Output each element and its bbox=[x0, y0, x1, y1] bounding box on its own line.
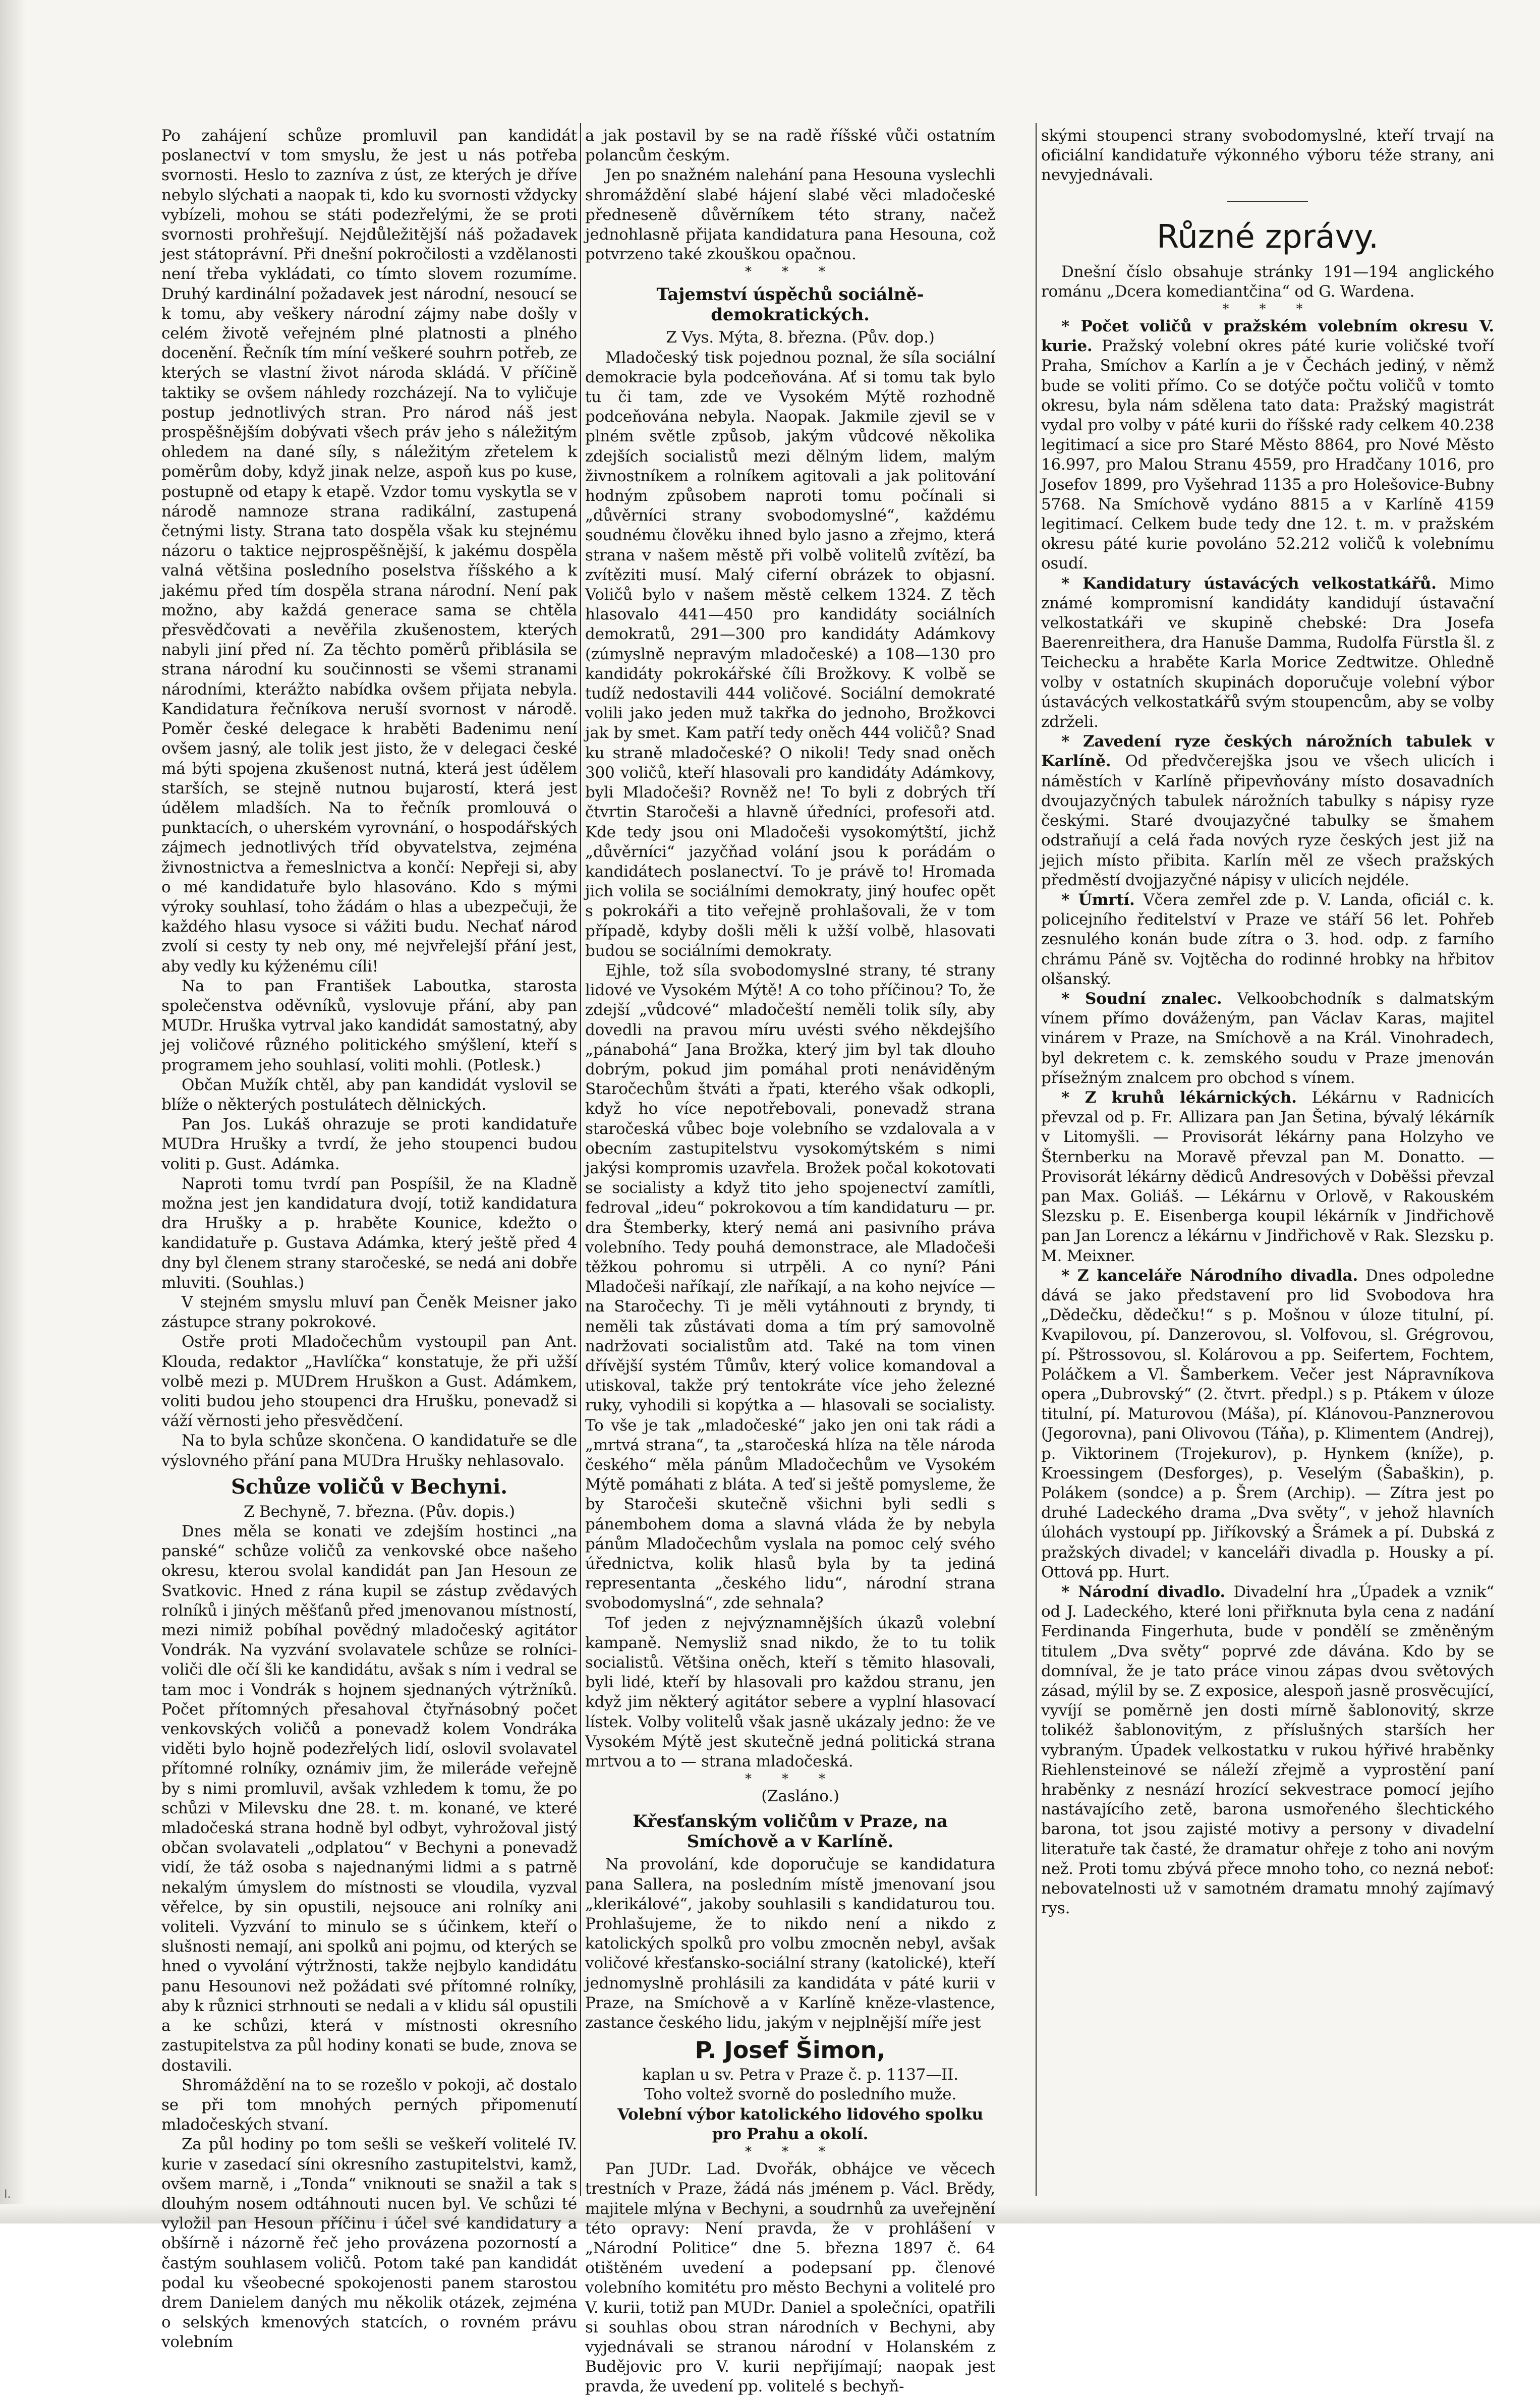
article-headline: Tajemství úspěchů sociálně-demokratických. bbox=[656, 284, 924, 325]
section-stars: *** bbox=[745, 1772, 855, 1787]
news-item-head: * Národní divadlo. bbox=[1061, 1583, 1225, 1602]
news-item-text: Mimo známé kompromisní kandidáty kandidují ústavační velkostatkáři ve skupině chebské: Dra Josefa Baerenreithera, dra Hanuše Damma, Rudolfa Fürstla šl. z Teichecku a hraběte Karla Morice Zedtwitze. Ohledně volby v ostatních skupinách doporučuje volební výbor ústavácých velkostatkářů svým stoupencům, aby se volby zdrželi. bbox=[1041, 574, 1495, 731]
news-item-head: * Soudní znalec. bbox=[1061, 989, 1222, 1008]
paragraph: Na to byla schůze skončena. O kandidatuře se dle výslovného přání pana MUDra Hrušky nehlasovalo. bbox=[161, 1432, 577, 1470]
column-rule-2 bbox=[1036, 123, 1037, 2196]
news-item bbox=[1041, 989, 1494, 1088]
news-item bbox=[1041, 732, 1494, 890]
news-item bbox=[1041, 890, 1494, 989]
candidate-name: P. Josef Šimon, bbox=[695, 2036, 886, 2064]
section-stars: *** bbox=[745, 2144, 855, 2160]
news-item-text: Velkoobchodník s dalmatským vínem přímo dováženým, pan Václav Karas, majitel vinárem v Praze, na Smíchově a na Král. Vinohradech, byl dekretem c. k. zemského soudu v Praze jmenován přísežným znalcem pro obchod s vínem. bbox=[1041, 989, 1495, 1087]
news-item-head: * Kandidatury ústavácých velkostatkářů. bbox=[1061, 574, 1437, 593]
dateline: Z Bechyně, 7. března. (Pův. dopis.) bbox=[244, 1502, 515, 1521]
candidate-detail: kaplan u sv. Petra v Praze č. p. 1137—II. bbox=[642, 2066, 958, 2084]
paragraph: Po zahájení schůze promluvil pan kandidát poslanectví v tom smyslu, že jest u nás potřeba svornosti. Heslo to zazníva z úst, ze kterých je dříve nebylo slýchati a naopak ti, kdo ku svornosti vždycky vybízeli, mohou se státi podezřelými, že se proti svornosti prohřešují. Nejdůležitější náš požadavek jest státoprávní. Při dnešní pokročilosti a vzdělanosti není třeba vykládati, co tímto slovem rozumíme. Druhý kardinální požadavek jest národní, nesoucí se k tomu, aby veškery národní zájmy nabe došly v celém životě veřejném plné platnosti a plného docenění. Řečník tím míní veškeré souhrn potřeb, ze kterých se vlastní život národa skládá. V příčině taktiky se ovšem náhledy rozcházejí. Na to vyličuje postup jednotlivých stran. Pro národ náš jest prospěšnějším dobývati všech práv jeho s náležitým ohledem na dané síly, s náležitým zřetelem k poměrům doby, když jinak nelze, aspoň kus po kuse, postupně od etapy k etapě. Vzdor tomu vyskytla se v národě namnoze strana radikální, zastupená četnými listy. Strana tato dospěla však ku stejnému názoru o taktice nejprospěšnější, k jakému dospěla valná většina posledního poselstva říšského a k jakému před tím dospěla strana národní. Není pak možno, aby každá generace sama se chtěla přesvědčovati a nevěřila zkušenostem, kterých nabyli jiní před ní. Za těchto poměrů přiblásila se strana národní ku součinnosti se všemi stranami národními, kterážto nabídka ovšem přijata nebyla. Kandidatura řečníkova neruší svornost v národě. Poměr české delegace k hraběti Badenimu není ovšem jasný, ale tolik jest jisto, že v delegaci české má býti spojena zkušenost nutná, která jest údělem starších, se stejně nutnou bujarostí, která jest údělem mladších. Na to řečník promlouvá o punktacích, o uherském vyrovnání, o hospodářských zájmech jednotlivých tříd obyvatelstva, zejména živnostnictva a řemeslnictva a končí: Nepřeji si, aby o mé kandidatuře bylo hlasováno. Kdo s mými výroky souhlasí, toho žádám o hlas a ubezpečuji, že každého hlasu vysoce si vážiti budu. Nechať národ zvolí si cesty ty neb ony, mé nejvřelejší přání jest, aby vedly ku kýženému cíli! bbox=[161, 127, 577, 976]
column-2 bbox=[585, 126, 995, 2396]
column-3 bbox=[1041, 126, 1494, 2189]
paragraph: Jen po snažném nalehání pana Hesouna vyslechli shromáždění slabé hájení slabé věci mladočeské předneseně důvěrníkem této strany, načež jednohlasně přijata kandidatura pana Hesouna, což potvrzeno také zkouškou opačnou. bbox=[585, 166, 995, 264]
news-item-head: * Zavedení ryze českých nárožních tabulek v Karlíně. bbox=[1041, 732, 1494, 771]
paragraph: Občan Mužík chtěl, aby pan kandidát vyslovil se blíže o některých postulátech dělnických. bbox=[161, 1075, 577, 1114]
page-left-shadow bbox=[0, 0, 26, 2223]
paragraph: Na to pan František Laboutka, starosta společenstva oděvníků, vyslovuje přání, aby pan MUDr. Hruška vytrval jako kandidát samostatný, aby jej voličové různého politického smýšlení, kteří s programem jeho souhlasí, voliti mohli. (Potlesk.) bbox=[161, 977, 577, 1074]
news-item-head: * Z kruhů lékárnických. bbox=[1061, 1088, 1297, 1107]
paragraph: Mladočeský tisk pojednou poznal, že síla sociální demokracie byla podceňována. Ať si tomu tak bylo tu či tam, zde ve Vysokém Mýtě rozhodně podceňována nebyla. Naopak. Jakmile zjevil se v plném světle způsob, jakým vůdcové několika zdejších socialistů mezi dělným lidem, malým živnostníkem a rolníkem agitovali a jak politování hodným způsobem naproti tomu počínali si „důvěrníci strany svobodomyslné“, každému soudnému člověku ihned bylo jasno a zřejmo, která strana v našem městě při volbě volitelů zvítězí, ba zvítěziti musí. Malý ciferní obrázek to objasní. Voličů bylo v našem městě celkem 1324. Z těch hlasovalo 441—450 pro kandidáty sociálních demokratů, 291—300 pro kandidáty Adámkovy (zúmyslně nepravým mladočeské) a 108—130 pro kandidáty pokrokářské číli Brožkovy. K volbě se tudíž nedostavili 444 voličové. Sociální demokraté volili jako jeden muž takřka do jednoho, Brožkovci jak by smet. Kam patří tedy oněch 444 voličů? Snad ku straně mladočeské? O nikoli! Tedy snad oněch 300 voličů, kteří hlasovali pro kandidáty Adámkovy, byli Mladočeši? Rovněž ne! To byli z dobrých tří čtvrtin Staročeši a hlavně úředníci, profesoři atd. Kde tedy jsou oni Mladočeši vysokomýtští, jichž „důvěrníci“ jazyčňad volání jsou k porádám o kandidátech poslanectví. To je právě to! Hromada jich volila se sociálními demokraty, jiný houfec opět s pokrokáři a tito veřejně prohlašovali, že v tom případě, kdyby došli měli k užší volbě, hlasovati budou se sociálními demokraty. bbox=[585, 348, 995, 960]
section-stars: *** bbox=[745, 264, 855, 280]
news-item bbox=[1041, 1582, 1494, 1918]
news-item-head: * Počet voličů v pražském volebním okresu V. kurie. bbox=[1041, 317, 1494, 356]
dateline: Z Vys. Mýta, 8. března. (Pův. dop.) bbox=[666, 328, 935, 347]
article-headline: Schůze voličů v Bechyni. bbox=[231, 1474, 507, 1499]
divider bbox=[1227, 201, 1308, 202]
column-1 bbox=[161, 126, 577, 2352]
paragraph: Tof jeden z nejvýznamnějších úkazů volební kampaně. Nemysliž snad nikdo, že to tu tolik socialistů. Většina oněch, kteří s těmito hlasovali, byli lidé, kteří by hlasovali pro každou stranu, jen když jim některý agitátor sebere a vyplní hlasovací lístek. Volby volitelů však jasně ukázaly jedno: že ve Vysokém Mýtě jest skutečně jedná politická strana mrtvou a to — strana mladočeská. bbox=[585, 1614, 995, 1771]
paragraph: Na provolání, kde doporučuje se kandidatura pana Sallera, na posledním místě jmenovaní jsou „klerikálové“, jakoby souhlasili s kandidaturou tou. Prohlašujeme, že to nikdo není a nikdo z katolických spolků pro volbu zmocněn nebyl, avšak voličové křesťansko-sociální strany (katolické), kteří jednomyslně prohlásili za kandidáta v páté kurii v Praze, na Smíchově a v Karlíně kněze-vlastence, zastance českého lidu, jakým v nejplnější míře jest bbox=[585, 1855, 995, 2032]
news-item bbox=[1041, 574, 1494, 732]
paragraph: Pan JUDr. Lad. Dvořák, obhájce ve věcech trestních v Praze, žádá nás jménem p. Václ. Brědy, majitele mlýna v Bechyni, a soudrnhů za uveřejnění této opravy: Není pravda, že v prohlášení v „Národní Politice“ dne 5. března 1897 č. 64 otištěném uvedení a podepsaní pp. členové volebního komitétu pro město Bechyni a volitelé pro V. kurii, totiž pan MUDr. Daniel a společníci, opatřili si souhlas obou stran národních v Bechyni, aby vyjednávali se stranou národní v Holanském z Budějovic pro V. kurii nepřijímají; naopak jest pravda, že uvedení pp. volitelé s bechyň- bbox=[585, 2160, 995, 2396]
news-item bbox=[1041, 1266, 1494, 1582]
paragraph: Naproti tomu tvrdí pan Pospíšil, že na Kladně možna jest jen kandidatura dvojí, totiž kandidatura dra Hrušky a p. hraběte Kounice, kdežto o kandidatuře p. Gustava Adámka, který ještě před 4 dny byl členem strany staročeské, se nedá ani dobře mluviti. (Souhlas.) bbox=[161, 1174, 577, 1292]
news-item-text: Pražský volební okres páté kurie voličské tvoří Praha, Smíchov a Karlín a je v Čechách jediný, v němž bude se voliti přímo. Co se dotýče počtu voličů v tomto okresu, byla nám sdělena tato data: Pražský magistrát vydal pro volby v páté kurii do říšské rady celkem 40.238 legitimací a sice pro Staré Město 8864, pro Nové Město 16.997, pro Malou Stranu 4559, pro Hradčany 1016, pro Josefov 1899, pro Vyšehrad 1135 a pro Holešovice-Bubny 5768. Na Smíchově vydáno 8815 a v Karlíně 4159 legitimací. Celkem bude tedy dne 12. t. m. v pražském okresu páté kurie povoláno 52.212 voličů k volebnímu osudí. bbox=[1041, 337, 1495, 573]
column-rule-1 bbox=[580, 123, 581, 2196]
news-item-text: Dnes odpoledne dává se jako představení pro lid Svobodova hra „Dědečku, dědečku!“ s p. Mošnou v úloze titulní, pí. Kvapilovou, pí. Danzerovou, sl. Volfovou, sl. Grégrovou, pí. Pštrossovou, sl. Kolárovou a pp. Seifertem, Fochtem, Poláčkem a Vl. Šamberkem. Večer jest Nápravníkova opera „Dubrovský“ (2. čtvrt. předpl.) s p. Ptákem v úloze titulní, pí. Maturovou (Máša), pí. Klánovou-Panznerovou (Jegorovna), pani Olivovou (Táňa), p. Klimentem (Andrej), p. Viktorinem (Trojekurov), p. Hynkem (kníže), p. Kroessingem (Desforges), p. Veselým (Šabaškin), p. Polákem (sondce) a p. Šrem (Archip). — Zítra jest po druhé Ladeckého drama „Dva světy“, v jehož hlavních úlohách vystoupí pp. Jiříkovský a Šrámek a pí. Dubská z pražských divadel; v kanceláři divadla p. Housky a pí. Ottová pp. Hurt. bbox=[1041, 1266, 1495, 1581]
news-item bbox=[1041, 317, 1494, 574]
news-item-text: Včera zemřel zde p. V. Landa, oficiál c. k. policejního ředitelství v Praze ve stáří 56 let. Pohřeb zesnulého konán bude zítra o 3. hod. odp. z farního chrámu Páně sv. Vojtěcha do rodinné hrobky na hřbitov olšanský. bbox=[1041, 890, 1494, 988]
paragraph: Za půl hodiny po tom sešli se veškeří volitelé IV. kurie v zasedací síni okresního zastupitelstvi, kamž, ovšem marně, i „Tonda“ vniknouti se snažil a tak s dlouhým nosem odtáhnouti nucen byl. Ve schůzi té vyložil pan Hesoun příčinu i účel své kandidatury a obšírně i názorně řeč jeho provázena pozorností a častým souhlasem voličů. Potom také pan kandidát podal ku všeobecné spokojenosti panem starostou drem Danielem daných mu několik otázek, zejména o selských kmenových statcích, o rovném právu volebním bbox=[161, 2135, 577, 2352]
article-headline: Křesťanským voličům v Praze, na Smíchově a v Karlíně. bbox=[633, 1811, 948, 1852]
zaslano-label: (Zasláno.) bbox=[761, 1787, 839, 1806]
paragraph: Ostře proti Mladočechům vystoupil pan Ant. Klouda, redaktor „Havlíčka“ konstatuje, že při užší volbě mezi p. MUDrem Hruškon a Gust. Adámkem, voliti budou jeho stoupenci dra Hrušku, ponevadž si váží věrnosti jeho přesvědčení. bbox=[161, 1333, 577, 1431]
news-item-head: * Úmrtí. bbox=[1061, 890, 1135, 909]
section-headline: Různé zprávy. bbox=[1156, 218, 1379, 256]
margin-mark: I. bbox=[4, 2188, 11, 2201]
news-item bbox=[1041, 1088, 1494, 1266]
section-stars: *** bbox=[1222, 302, 1333, 317]
news-item-head: * Z kanceláře Národního divadla. bbox=[1061, 1266, 1358, 1285]
paragraph: V stejném smyslu mluví pan Čeněk Meisner jako zástupce strany pokrokové. bbox=[161, 1293, 577, 1332]
news-item-text: Divadelní hra „Úpadek a vznik“ od J. Ladeckého, které loni přiřknuta byla cena z nadání Ferdinanda Fingerhuta, bude v pondělí se změněným titulem „Dva světy“ poprvé zde dávána. Kdo by se domníval, že je tato práce vinou zápas dvou světových zásad, mýlil by se. Z exposice, alespoň jasně prosvěcující, vyvíjí se poměrně jen dosti mírně šablonovitý, skrze tolikéž šablonovitým, z příslušných starších her vybraným. Úpadek velkostatku v rukou hýřivé hraběnky Riehlensteinové se náleží zřejmě a vyprostění paní hraběnky z nesnází hrozící sekvestrace pomocí jejího nastávajícího zetě, barona usmořeného šlechtického barona, tot jsou zajisté motivy a persony v divadelní literatuře tak časté, že dramatur ohřeje z toho ani novým než. Proti tomu zbývá přece mnoho toho, co nezná neboť: nebovatelnosti už v samotném dramatu mnohý zajímavý rys. bbox=[1041, 1583, 1494, 1918]
paragraph: Ejhle, tož síla svobodomyslné strany, té strany lidové ve Vysokém Mýtě! A co toho příčinou? To, že zdejší „vůdcové“ mladočeští neměli tolik síly, aby dovedli na pravou míru uvésti svého někdejšího „pánabohá“ Jana Brožka, který jim byl tak dlouho dobrým, pokud jim pomáhal proti nenáviděným Staročechům štváti a řpati, kterého však odkopli, když ho více nepotřebovali, ponevadž strana staročeská vůbec boje volebního se vzdalovala a v obecním zastupitelstvu vysokomýtském s nimi jakýsi kompromis uzavřela. Brožek počal kokotovati se socialisty a když tito jeho spojenectví zamítli, fedroval „ideu“ pokrokovou a tím kandidaturu — pr. dra Štemberky, který nemá ani pasivního práva volebního. Tedy pouhá demonstrace, ale Mladočeši těžkou pohromu si utrpěli. A co nyní? Páni Mladočeši naříkají, zle naříkají, a na koho nejvíce — na Staročechy. Ti je měli vytáhnouti z bryndy, ti neměli tak zůstávati doma a tím prý samovolně nadržovati socialistům atd. Také na tom vinen dřívější systém Tůmův, který volice komandoval a utiskoval, takže prý tentokráte více jeho železné ruky, vyhodili si kopýtka a — hlasovali se socialisty. To vše je tak „mladočeské“ jako jen oni tak rádi a „mrtvá strana“, ta „staročeská hlíza na těle národa českého“ měla pánům Mladočechům ve Vysokém Mýtě pomáhati z bláta. A teď si ještě pomysleme, že by Staročeši skutečně všichni byli sedli s pánembohem doma a slavná vláda že by nebyla pánům Mladočechům vyslala na pomoc celý svého úřednictva, kolik hlasů byla by ta jediná representanta „českého lidu“, národní strana svobodomyslná“, zde sehnala? bbox=[585, 961, 995, 1613]
paragraph: Shromáždění na to se rozešlo v pokoji, ač dostalo se při tom mnohých perných připomenutí mladočeských stvaní. bbox=[161, 2076, 577, 2134]
news-item-text: Od předvčerejška jsou ve všech ulicích i náměstích v Karlíně připevňovány místo dosavadních dvoujazyčných tabulek nárožních tabulky s nápisy ryze českými. Staré dvoujazyčné tabulky se šmahem odstraňují a celá řada nových ryze českých jest již na jejich místo přibita. Karlín měl ze všech pražských předměstí dvojjazyčné nápisy v ulicích nejdéle. bbox=[1041, 752, 1495, 889]
paragraph: Pan Jos. Lukáš ohrazuje se proti kandidatuře MUDra Hrušky a tvrdí, že jeho stoupenci budou voliti p. Gust. Adámka. bbox=[161, 1115, 577, 1173]
news-item-text: Lékárnu v Radnicích převzal od p. Fr. Allizara pan Jan Šetina, bývalý lékárník v Litomyšli. — Provisorát lékárny pana Holzyho ve Šternberku na Moravě převzal pan M. Donatto. — Provisorát lékárny dědiců Andresových v Doběšsi převzal pan Max. Goliáš. — Lékárnu v Orlově, v Rakouském Slezsku p. E. Eisenberga koupil lékárník v Jindřichově pan Jan Lorencz a lékárnu v Jindřichově v Rak. Slezsku p. M. Meixner. bbox=[1041, 1088, 1495, 1265]
paragraph: skými stoupenci strany svobodomyslné, kteří trvají na oficiální kandidatuře výkonného výboru téže strany, ani nevyjednávali. bbox=[1041, 127, 1494, 185]
paragraph: Dnešní číslo obsahuje stránky 191—194 anglického románu „Dcera komediantčina“ od G. Wardena. bbox=[1041, 262, 1494, 301]
paragraph: a jak postavil by se na radě říšské vůči ostatním polancům českým. bbox=[585, 127, 995, 165]
paragraph: Dnes měla se konati ve zdejším hostinci „na panské“ schůze voličů za venkovské obce našeho okresu, kterou svolal kandidát pan Jan Hesoun ze Svatkovic. Hned z rána kupil se zástup zvědavých rolníků i jiných měšťanů před jmenovanou místností, mezi nimiž pobíhal povědný mladočeský agitátor Vondrák. Na vyzvání svolavatele schůze se rolníci-voliči dle očí šli ke kandidátu, avšak s ním i vedral se tam moc i Vondrák s hojnem sjednaných výtržníků. Počet přítomných přesahoval čtyřnásobný počet venkovských voličů a ponevadž kolem Vondráka viděti bylo hojně podezřelých lidí, oslovil svolavatel přítomné rolníky, oznámiv jim, že mileráde veřejně by s nimi promluvil, avšak vzhledem k tomu, že po schůzi v Milevsku dne 28. t. m. konané, ve které mladočeská strana hodně byl odbyt, vyhrožoval jistý občan svolavateli „odplatou“ v Bechyni a ponevadž vidí, že táž osoba s najednanými lidmi a s patrně nekalým úmyslem do místnosti se vloudila, vyzval věřelce, by sin opustili, nejsouce ani rolníky ani voliteli. Vyzvání to minulo se s účinkem, kteří o slušnosti nemají, ani spolků ani pojmu, od kterých se hned o vyvolání výtržnosti, takže nejbylo kandidátu panu Hesounovi než požádati své přítomné rolníky, aby k různici strhnouti se nedali a v klidu sál opustili a ke schůzi, která v místnosti okresního zastupitelstva za půl hodiny konati se bude, znova se dostavili. bbox=[161, 1522, 577, 2075]
signature: Volební výbor katolického lidového spolku pro Prahu a okolí. bbox=[617, 2105, 983, 2143]
candidate-appeal: Toho voltež svorně do posledního muže. bbox=[644, 2085, 957, 2104]
